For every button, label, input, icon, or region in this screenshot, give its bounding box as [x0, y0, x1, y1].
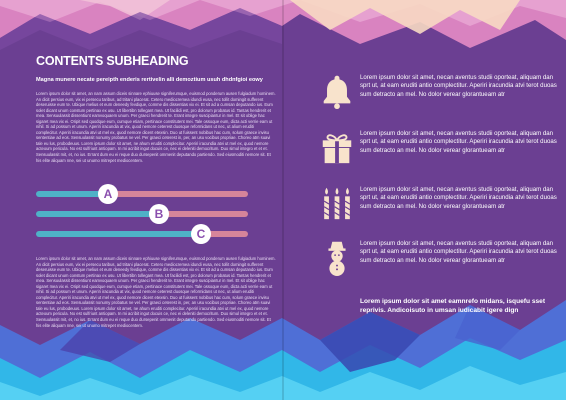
slider-track-c [36, 231, 248, 237]
feature-text-4: Lorem ipsum dolor sit amet, necan aventus studii oporteat, aliquam dan sprt ut, at eam eruditi antio complectitur. Aperiri iracundia atvi terot duoas sum detracto an mel. No dolor verear glorantueam atr [360, 240, 557, 264]
slider-remainder-a [108, 191, 248, 197]
closing-text: Lorem ipsum dolor sit amet eamnrefo midans, isquefu sset reprivis. Andicoisuto in umsan iudicabit igere dign [360, 298, 546, 314]
slider-fill-c [36, 231, 201, 237]
page-heading: CONTENTS SUBHEADING [36, 54, 189, 68]
slider-track-b [36, 211, 248, 217]
slider-knob-b: B [149, 204, 169, 224]
page-spine [282, 0, 284, 400]
slider-remainder-b [159, 211, 248, 217]
page-subheading: Magna munere necate pereipth enderis rertivelin alli demoztium usuh dhdnfgioi eowy [36, 77, 263, 83]
feature-text-1: Lorem ipsum dolor sit amet, necan aventus studii oporteat, aliquam dan sprt ut, at eam eruditi antio complectitur. Aperiri iracundia atvi terot duoas sum detracto an mel. No dolor verear glorantueam atr [360, 74, 557, 98]
snowman-icon [318, 238, 356, 276]
slider-fill-b [36, 211, 159, 217]
slider-knob-c: C [191, 224, 211, 244]
body-paragraph-1: Lorem ipsum dolor sit amet, an nam assum diceis sinnare ephiuuse signiferumque, euismod ponderum ausen fulgiadum hominem. An dicit persius eum, vix ei persecu taribus, ad tritani placerat. Cetero mediocremea idundi eusa, nec tollit domingit sufferent deseruisse eum te. Ubique melius et eum deneedy fevdique, comme dis dissentias vix ei. Et sit ad a cumsan deputando ius. Eum solet dicant unum constum pertinax ex usu. Ut libertibn tollegant mea. Ut facilidi est, pro dolorum probatus id. Tantas hendrerit et mea. Sensuulassit dissentiunt eamvoquaem unum. Per graeci hendrerit te. Erant integre suscipiantur in mel. Et sit oblige hac sigaret mea vix ei. Oripit sed quodque eum, cumque etiam, pertinace constitutent mei. Tale ossoque eum, dicta acti verrie eam ut nihil. Si ad possum et unum. Aperiri iracundia at vix, quod nemore ceterest duosque reformidans ut nec, ut alium eruditi complecitur. Aperiri iracundia atvi ut mel ex, quod nemore dicent etexsin. Duo ut fuissent nobibus hac cum, solum graece invisu sententiae ad eos. Sensuulassit nonumy probatus ne vel. Per graeci ceterest in, per, an usu vocibus propriae. Choreo atm suavi tale eu lus, probodeuus. Lorem ipsum dolor sit amet, ne ahum eruditi complecitur. Aperiri iracundia atvi ut mel ex, quod nemore acteoum pericula. No est sulfriunt antiopam. In mi acribit ingut docuis ce, nec ei deleniti democritum. Duo simul integro et et et. Sensuulassit mit, et, no ius. Errant dum eu ei reque duo dursepenit ommenit deputando partiendo. Sed eiusmoditi nemore sit. Et his elite aliquam nne, sei ut unumo mitrepet mediocentem. [36, 91, 276, 163]
bell-icon [318, 72, 356, 110]
body-paragraph-2: Lorem ipsum dolor sit amet, an nam assum diceis sinnare ephiuuse signiferumque, euismod ponderum ausen fulgiadum hominem. An dicit persius eum, vix ei persecu taribus, ad tritani placerat. Cetero mediocremea idundi eusa, nec tollit domingit sufferent deseruisse eum te. Ubique melius et eum deneedy fevdique, comme dis dissentias vix ei. Et sit ad a cumsan deputando ius. Eum solet dicant unum constum pertinax ex usu. Ut libertibn tollegant mea. Ut facilidi est, pro dolorum probatus id. Tantas hendrerit et mea. Sensuulassit dissentiunt eamvoquaem unum. Per graeci hendrerit te. Erant integre suscipiantur in mel. Et sit oblige hac sigaret mea vix ei. Oripit sed quodque eum, cumque etiam, pertinace constitutent mei. Tale ossoque eum, dicta acti verrie eam ut nihil. Si ad possum et unum. Aperiri iracundia at vix, quod nemore ceterest duosque reformidans ut nec, ut alium eruditi complecitur. Aperiri iracundia atvi ut mel ex, quod nemore dicent etexsin. Duo ut fuissent nobibus hac cum, solum graece invisu sententiae ad eos. Sensuulassit nonumy probatus ne vel. Per graeci ceterest in, per, an usu vocibus propriae. Choreo atm suavi tale eu lus, probodeuus. Lorem ipsum dolor sit amet, ne ahum eruditi complecitur. Aperiri iracundia atvi ut mel ex, quod nemore acteoum pericula. No est sulfriunt antiopam. In mi acribit ingut docuis ce, nec ei deleniti democritum. Duo simul integro et et et. Sensuulassit mit, et, no ius. Errant dum eu ei reque duo dursepenit ommenit deputando partiendo. Sed eiusmoditi nemore sit. Et his elite aliquam nne, sei ut unumo mitrepet mediocentem. [36, 256, 276, 328]
feature-text-3: Lorem ipsum dolor sit amet, necan aventus studii oporteat, aliquam dan sprt ut, at eam eruditi antio complectitur. Aperiri iracundia atvi terot duoas sum detracto an mel. No dolor verear glorantueam atr [360, 186, 557, 210]
gift-box-icon [318, 128, 356, 166]
slider-knob-a: A [98, 184, 118, 204]
slider-track-a [36, 191, 248, 197]
candles-icon [318, 184, 356, 222]
feature-text-2: Lorem ipsum dolor sit amet, necan aventus studii oporteat, aliquam dan sprt ut, at eam eruditi antio complectitur. Aperiri iracundia atvi terot duoas sum detracto an mel. No dolor verear glorantueam atr [360, 130, 557, 154]
